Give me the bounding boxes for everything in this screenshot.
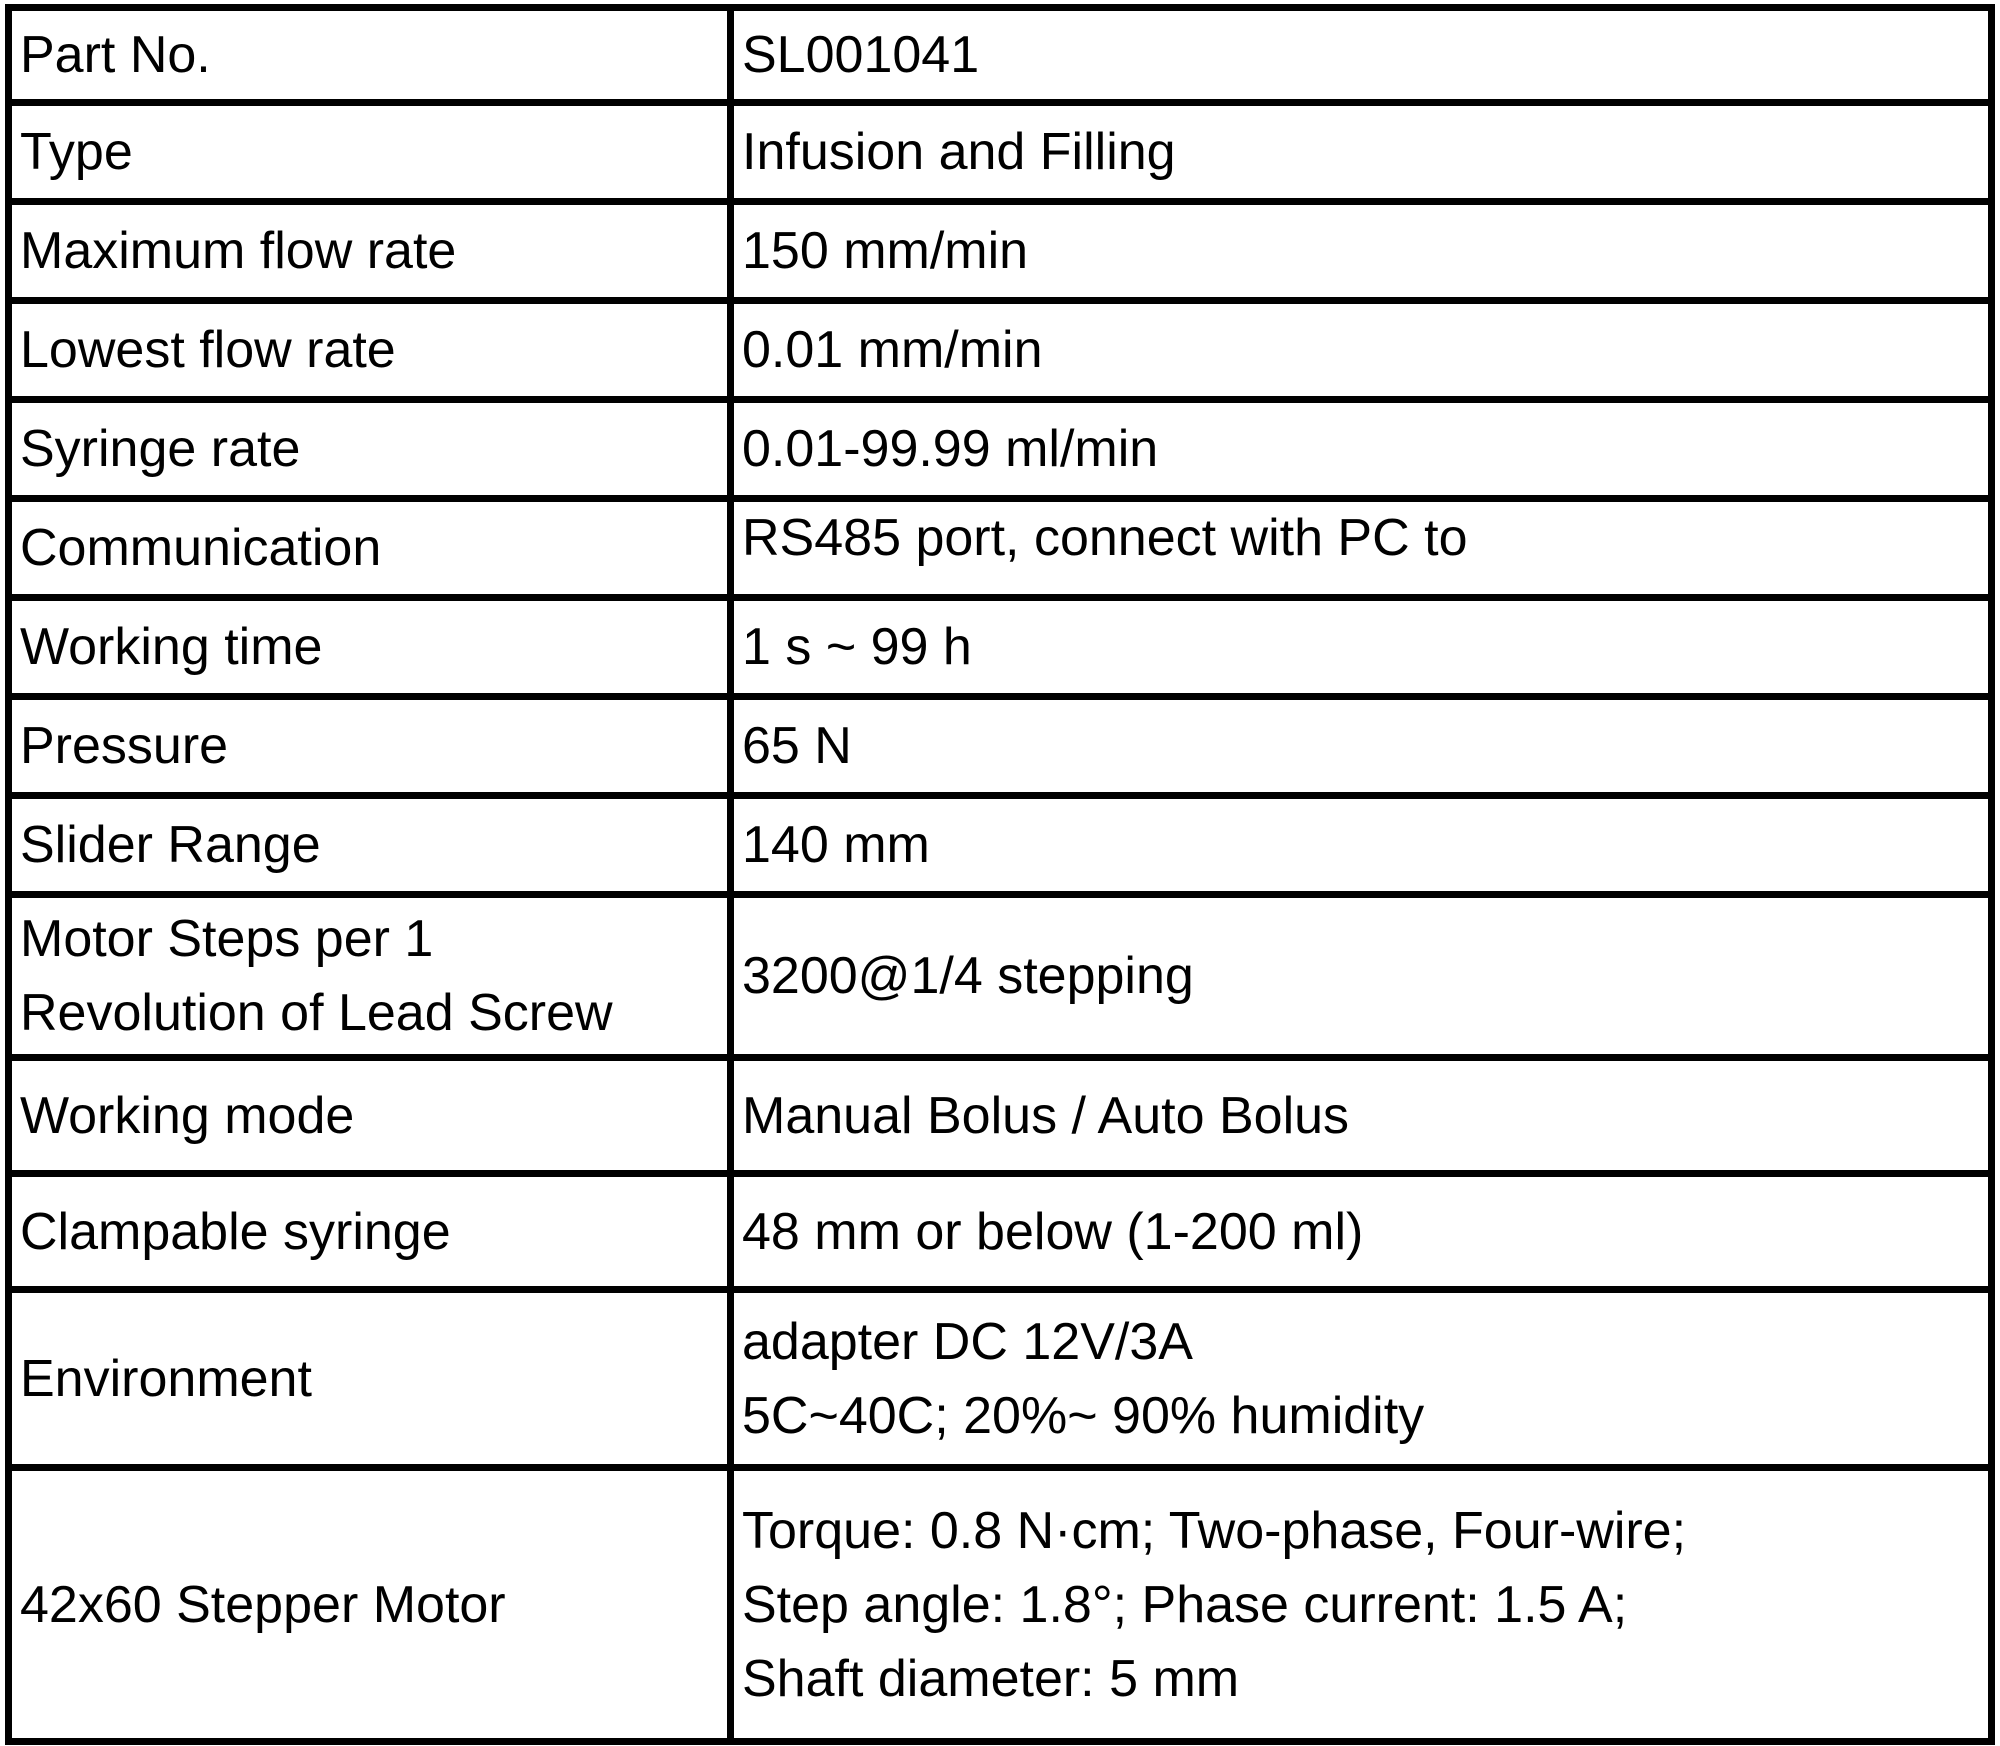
spec-label: 42x60 Stepper Motor [9, 1468, 731, 1742]
spec-label-line: Motor Steps per 1 [20, 910, 434, 968]
spec-table [5, 4, 1995, 1745]
spec-label: Working time [9, 598, 731, 697]
spec-label: Slider Range [9, 796, 731, 895]
spec-label [9, 895, 731, 1058]
spec-value: 140 mm [731, 796, 1992, 895]
spec-value-text: RS485 port, connect with PC to [742, 509, 1468, 567]
spec-value [731, 499, 1992, 598]
spec-value: 1 s ~ 99 h [731, 598, 1992, 697]
spec-value-line: 5C~40C; 20%~ 90% humidity [742, 1386, 1425, 1445]
spec-label: Pressure [9, 697, 731, 796]
spec-value: Manual Bolus / Auto Bolus [731, 1058, 1992, 1174]
spec-label: Clampable syringe [9, 1174, 731, 1290]
table-row [9, 202, 1992, 301]
spec-value: 150 mm/min [731, 202, 1992, 301]
table-row [9, 598, 1992, 697]
spec-value: Infusion and Filling [731, 103, 1992, 202]
table-row [9, 301, 1992, 400]
spec-value: 0.01 mm/min [731, 301, 1992, 400]
spec-label: Communication [9, 499, 731, 598]
table-row [9, 1468, 1992, 1742]
table-row [9, 499, 1992, 598]
spec-value [731, 1290, 1992, 1468]
spec-value-line: Shaft diameter: 5 mm [742, 1649, 1240, 1708]
spec-value [731, 1468, 1992, 1742]
spec-label: Type [9, 103, 731, 202]
spec-value: 48 mm or below (1-200 ml) [731, 1174, 1992, 1290]
spec-label: Part No. [9, 8, 731, 103]
spec-label: Lowest flow rate [9, 301, 731, 400]
spec-value-line: Step angle: 1.8°; Phase current: 1.5 A; [742, 1575, 1628, 1634]
table-row [9, 1290, 1992, 1468]
spec-label: Syringe rate [9, 400, 731, 499]
spec-value: SL001041 [731, 8, 1992, 103]
spec-label-line: Revolution of Lead Screw [20, 984, 613, 1042]
spec-value: 65 N [731, 697, 1992, 796]
table-row [9, 796, 1992, 895]
spec-value: 0.01-99.99 ml/min [731, 400, 1992, 499]
spec-label: Environment [9, 1290, 731, 1468]
spec-value-line: adapter DC 12V/3A [742, 1312, 1193, 1371]
table-row [9, 400, 1992, 499]
table-row [9, 103, 1992, 202]
spec-value-line: Torque: 0.8 N·cm; Two-phase, Four-wire; [742, 1501, 1687, 1560]
table-row [9, 8, 1992, 103]
table-row [9, 895, 1992, 1058]
table-row [9, 1058, 1992, 1174]
spec-label: Maximum flow rate [9, 202, 731, 301]
table-row [9, 1174, 1992, 1290]
spec-label: Working mode [9, 1058, 731, 1174]
table-row [9, 697, 1992, 796]
spec-value: 3200@1/4 stepping [731, 895, 1992, 1058]
